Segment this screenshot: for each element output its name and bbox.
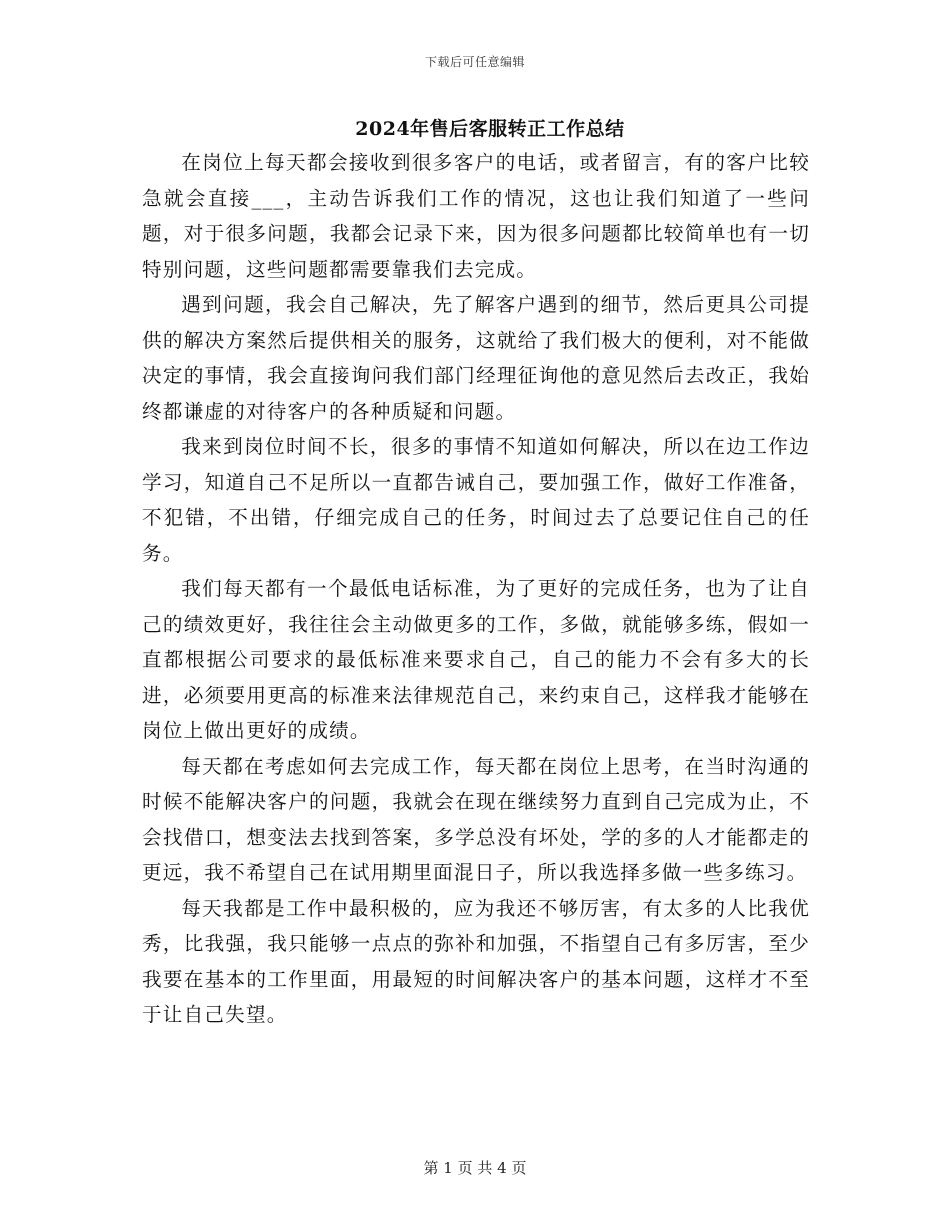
document-body [142, 145, 810, 1033]
paragraph-6: 每天我都是工作中最积极的，应为我还不够厉害，有太多的人比我优秀，比我强，我只能够一点点的弥补和加强，不指望自己有多厉害，至少我要在基本的工作里面，用最短的时间解决客户的基本问题，这样才不至于让自己失望。 [142, 896, 810, 1026]
header-note: 下载后可任意编辑 [424, 55, 525, 69]
paragraph-3: 我来到岗位时间不长，很多的事情不知道如何解决，所以在边工作边学习，知道自己不足所以一直都告诫自己，要加强工作，做好工作准备，不犯错，不出错，仔细完成自己的任务，时间过去了总要记住自己的任务。 [142, 435, 810, 565]
paragraph-2: 遇到问题，我会自己解决，先了解客户遇到的细节，然后更具公司提供的解决方案然后提供相关的服务，这就给了我们极大的便利，对不能做决定的事情，我会直接询问我们部门经理征询他的意见然后去改正，我始终都谦虚的对待客户的各种质疑和问题。 [142, 293, 810, 423]
document-title: 2024年售后客服转正工作总结 [355, 118, 625, 140]
paragraph-1: 在岗位上每天都会接收到很多客户的电话，或者留言，有的客户比较急就会直接___，主动告诉我们工作的情况，这也让我们知道了一些问题，对于很多问题，我都会记录下来，因为很多问题都比较简单也有一切特别问题，这些问题都需要靠我们去完成。 [142, 151, 810, 281]
page-number: 第 1 页 共 4 页 [423, 1159, 527, 1177]
paragraph-5: 每天都在考虑如何去完成工作，每天都在岗位上思考，在当时沟通的时候不能解决客户的问题，我就会在现在继续努力直到自己完成为止，不会找借口，想变法去找到答案，多学总没有坏处，学的多的人才能都走的更远，我不希望自己在试用期里面混日子，所以我选择多做一些多练习。 [142, 754, 810, 884]
paragraph-4: 我们每天都有一个最低电话标准，为了更好的完成任务，也为了让自己的绩效更好，我往往会主动做更多的工作，多做，就能够多练，假如一直都根据公司要求的最低标准来要求自己，自己的能力不会有多大的长进，必须要用更高的标准来法律规范自己，来约束自己，这样我才能够在岗位上做出更好的成绩。 [142, 577, 810, 742]
